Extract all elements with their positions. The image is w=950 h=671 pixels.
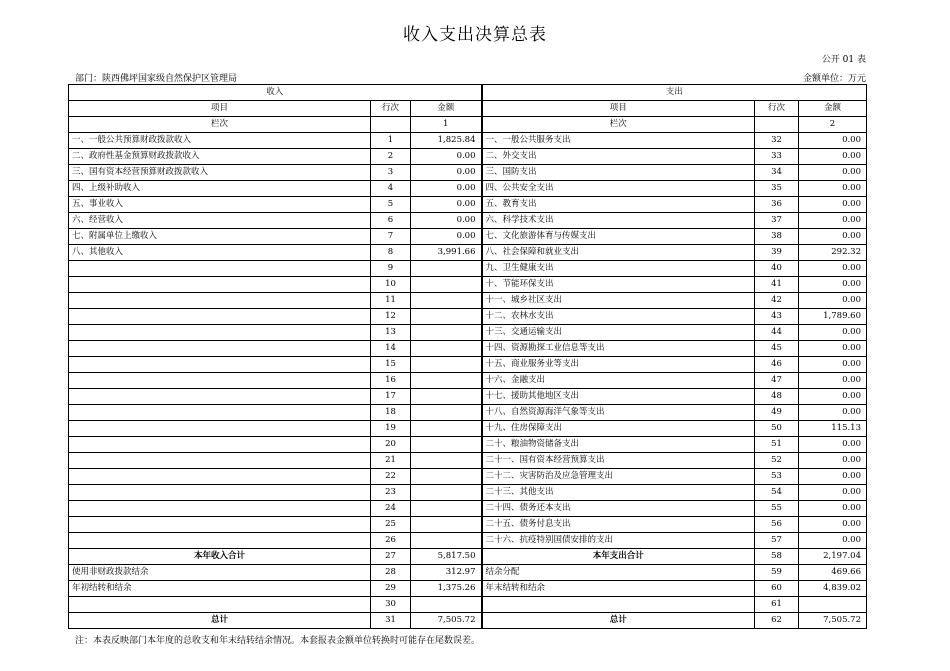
income-row-no-cell: 13 [371,325,411,341]
income-row-no-cell: 17 [371,389,411,405]
expense-row-no-cell: 42 [755,293,799,309]
income-item-cell [69,485,371,501]
expense-amount-cell: 0.00 [799,485,867,501]
income-amount-cell [411,421,482,437]
expense-item-cell: 十四、资源勘探工业信息等支出 [482,341,755,357]
expense-amount-cell: 0.00 [799,213,867,229]
expense-item-cell: 五、教育支出 [482,197,755,213]
income-row-no-cell: 11 [371,293,411,309]
income-amount-cell: 7,505.72 [411,613,482,629]
income-item-cell [69,373,371,389]
income-item-cell: 六、经营收入 [69,213,371,229]
table-row [69,501,867,517]
expense-row-no-cell: 41 [755,277,799,293]
income-item-cell: 三、国有资本经营预算财政拨款收入 [69,165,371,181]
income-item-cell [69,325,371,341]
income-amount-cell: 3,991.66 [411,245,482,261]
income-row-no-cell: 30 [371,597,411,613]
expense-amount-cell: 0.00 [799,325,867,341]
expense-amount-cell: 0.00 [799,533,867,549]
income-item-header: 项目 [69,101,371,117]
expense-item-cell: 十六、金融支出 [482,373,755,389]
table-row [69,581,867,597]
income-row-no-cell: 15 [371,357,411,373]
expense-amount-cell: 115.13 [799,421,867,437]
expense-item-cell: 二十六、抗疫特别国债安排的支出 [482,533,755,549]
income-item-cell: 年初结转和结余 [69,581,371,597]
expense-column-no-label: 栏次 [482,117,755,133]
income-amount-cell [411,437,482,453]
page-title: 收入支出决算总表 [403,25,547,45]
income-section-header: 收入 [69,85,482,101]
table-row [69,469,867,485]
header-row-column-numbers [69,117,867,133]
expense-row-no-cell: 57 [755,533,799,549]
table-row [69,565,867,581]
expense-item-cell: 二十、粮油物资储备支出 [482,437,755,453]
header-row-columns [69,101,867,117]
income-amount-cell: 0.00 [411,229,482,245]
table-row [69,277,867,293]
table-row [69,229,867,245]
income-item-cell: 二、政府性基金预算财政拨款收入 [69,149,371,165]
expense-row-no-cell: 52 [755,453,799,469]
income-amount-cell [411,277,482,293]
income-amount-cell: 0.00 [411,213,482,229]
income-row-no-cell: 7 [371,229,411,245]
income-row-no-cell: 22 [371,469,411,485]
expense-row-no-cell: 47 [755,373,799,389]
income-row-no-cell: 12 [371,309,411,325]
expense-amount-cell: 0.00 [799,437,867,453]
expense-row-no-cell: 61 [755,597,799,613]
table-row [69,485,867,501]
income-item-cell: 四、上级补助收入 [69,181,371,197]
table-row [69,213,867,229]
expense-row-no-cell: 43 [755,309,799,325]
expense-amount-cell: 0.00 [799,501,867,517]
income-item-cell [69,405,371,421]
table-row [69,325,867,341]
table-row [69,149,867,165]
income-row-no-cell: 31 [371,613,411,629]
expense-item-cell: 七、文化旅游体育与传媒支出 [482,229,755,245]
income-row-no-cell: 3 [371,165,411,181]
expense-amount-cell: 0.00 [799,277,867,293]
expense-item-cell: 结余分配 [482,565,755,581]
income-item-cell: 八、其他收入 [69,245,371,261]
table-row [69,533,867,549]
expense-row-no-cell: 60 [755,581,799,597]
table-row [69,133,867,149]
expense-amount-cell: 2,197.04 [799,549,867,565]
income-row-no-cell: 5 [371,197,411,213]
income-amount-cell [411,453,482,469]
income-item-cell [69,357,371,373]
income-item-cell [69,517,371,533]
empty-cell [371,117,411,133]
income-amount-cell [411,517,482,533]
header-row-sections [69,85,867,101]
expense-row-no-cell: 34 [755,165,799,181]
expense-item-cell: 六、科学技术支出 [482,213,755,229]
expense-item-cell: 十九、住房保障支出 [482,421,755,437]
income-amount-cell [411,357,482,373]
table-row [69,357,867,373]
expense-amount-cell: 0.00 [799,357,867,373]
form-number: 公开 01 表 [821,55,866,65]
table-row [69,181,867,197]
income-item-cell: 七、附属单位上缴收入 [69,229,371,245]
income-item-cell [69,389,371,405]
table-row [69,517,867,533]
income-item-cell [69,453,371,469]
expense-row-no-cell: 35 [755,181,799,197]
expense-row-no-cell: 44 [755,325,799,341]
expense-row-no-cell: 40 [755,261,799,277]
expense-row-no-cell: 38 [755,229,799,245]
income-row-no-cell: 16 [371,373,411,389]
expense-row-no-cell: 49 [755,405,799,421]
income-item-cell [69,341,371,357]
expense-amount-cell: 0.00 [799,181,867,197]
expense-row-no-cell: 62 [755,613,799,629]
income-amount-cell: 1,825.84 [411,133,482,149]
income-amount-cell [411,373,482,389]
income-item-cell: 本年收入合计 [69,549,371,565]
expense-amount-cell: 0.00 [799,197,867,213]
income-amount-cell [411,389,482,405]
expense-amount-cell: 0.00 [799,405,867,421]
income-amount-cell: 1,375.26 [411,581,482,597]
expense-item-cell: 十一、城乡社区支出 [482,293,755,309]
income-amount-cell: 0.00 [411,181,482,197]
income-amount-cell: 0.00 [411,197,482,213]
expense-item-cell [482,597,755,613]
income-row-no-cell: 20 [371,437,411,453]
income-item-cell: 一、一般公共预算财政拨款收入 [69,133,371,149]
income-row-no-cell: 28 [371,565,411,581]
expense-row-no-cell: 55 [755,501,799,517]
income-amount-cell: 5,817.50 [411,549,482,565]
expense-row-no-cell: 53 [755,469,799,485]
income-item-cell [69,469,371,485]
footnote: 注：本表反映部门本年度的总收支和年末结转结余情况。本套报表金额单位转换时可能存在尾数误差。 [75,636,481,646]
income-row-no-cell: 8 [371,245,411,261]
income-row-no-cell: 1 [371,133,411,149]
expense-row-no-cell: 36 [755,197,799,213]
expense-row-no-cell: 45 [755,341,799,357]
expense-item-cell: 十三、交通运输支出 [482,325,755,341]
income-row-no-cell: 14 [371,341,411,357]
summary-table [68,84,867,629]
expense-row-no-cell: 33 [755,149,799,165]
income-column-number: 1 [411,117,482,133]
income-amount-cell [411,293,482,309]
table-row [69,245,867,261]
expense-amount-cell: 1,789.60 [799,309,867,325]
income-amount-cell [411,261,482,277]
income-amount-cell [411,485,482,501]
expense-item-cell: 十八、自然资源海洋气象等支出 [482,405,755,421]
expense-column-number: 2 [799,117,867,133]
income-item-cell [69,309,371,325]
expense-item-cell: 一、一般公共服务支出 [482,133,755,149]
table-row [69,437,867,453]
expense-amount-cell: 7,505.72 [799,613,867,629]
expense-row-no-cell: 39 [755,245,799,261]
expense-amount-cell: 0.00 [799,341,867,357]
empty-cell [755,117,799,133]
expense-row-no-cell: 50 [755,421,799,437]
income-amount-cell [411,309,482,325]
income-row-no-cell: 10 [371,277,411,293]
expense-item-cell: 二十四、债务还本支出 [482,501,755,517]
income-item-cell [69,597,371,613]
income-row-no-cell: 4 [371,181,411,197]
expense-item-cell: 八、社会保障和就业支出 [482,245,755,261]
expense-amount-cell: 0.00 [799,261,867,277]
income-amount-cell [411,469,482,485]
income-row-no-cell: 23 [371,485,411,501]
expense-amount-cell: 0.00 [799,165,867,181]
income-amount-cell [411,501,482,517]
income-column-no-label: 栏次 [69,117,371,133]
department-label: 部门：陕西佛坪国家级自然保护区管理局 [75,74,238,84]
table-row [69,309,867,325]
expense-item-cell: 十、节能环保支出 [482,277,755,293]
expense-row-no-cell: 54 [755,485,799,501]
expense-amount-cell [799,597,867,613]
income-amount-cell [411,341,482,357]
income-row-no-cell: 9 [371,261,411,277]
income-row-no-cell: 6 [371,213,411,229]
expense-row-no-header: 行次 [755,101,799,117]
expense-row-no-cell: 46 [755,357,799,373]
expense-row-no-cell: 58 [755,549,799,565]
income-amount-cell [411,405,482,421]
expense-row-no-cell: 51 [755,437,799,453]
expense-row-no-cell: 59 [755,565,799,581]
expense-item-cell: 二十一、国有资本经营预算支出 [482,453,755,469]
table-row [69,549,867,565]
table-row [69,405,867,421]
expense-item-cell: 二、外交支出 [482,149,755,165]
income-item-cell [69,501,371,517]
income-amount-cell: 0.00 [411,149,482,165]
table-row [69,597,867,613]
expense-item-cell: 本年支出合计 [482,549,755,565]
expense-item-cell: 十七、援助其他地区支出 [482,389,755,405]
expense-amount-cell: 4,839.02 [799,581,867,597]
income-row-no-cell: 2 [371,149,411,165]
expense-item-cell: 二十三、其他支出 [482,485,755,501]
expense-row-no-cell: 48 [755,389,799,405]
income-item-cell [69,533,371,549]
income-row-no-header: 行次 [371,101,411,117]
expense-row-no-cell: 37 [755,213,799,229]
income-item-cell: 五、事业收入 [69,197,371,213]
expense-amount-cell: 0.00 [799,229,867,245]
income-row-no-cell: 26 [371,533,411,549]
income-row-no-cell: 24 [371,501,411,517]
expense-item-cell: 四、公共安全支出 [482,181,755,197]
table-row [69,261,867,277]
expense-amount-cell: 469.66 [799,565,867,581]
expense-section-header: 支出 [482,85,867,101]
income-item-cell [69,437,371,453]
table-row [69,453,867,469]
income-amount-cell [411,533,482,549]
income-item-cell [69,277,371,293]
expense-item-header: 项目 [482,101,755,117]
expense-item-cell: 年末结转和结余 [482,581,755,597]
income-row-no-cell: 18 [371,405,411,421]
expense-amount-cell: 0.00 [799,133,867,149]
table-row [69,373,867,389]
income-amount-cell: 312.97 [411,565,482,581]
income-item-cell: 使用非财政拨款结余 [69,565,371,581]
income-amount-cell [411,325,482,341]
income-row-no-cell: 25 [371,517,411,533]
income-item-cell [69,293,371,309]
income-item-cell [69,421,371,437]
income-row-no-cell: 29 [371,581,411,597]
expense-item-cell: 总计 [482,613,755,629]
table-row [69,389,867,405]
expense-amount-cell: 0.00 [799,469,867,485]
expense-amount-cell: 0.00 [799,373,867,389]
unit-label: 金额单位：万元 [802,74,866,84]
income-amount-cell [411,597,482,613]
expense-item-cell: 十二、农林水支出 [482,309,755,325]
expense-amount-cell: 0.00 [799,149,867,165]
expense-amount-cell: 0.00 [799,453,867,469]
table-row [69,341,867,357]
table-row [69,613,867,629]
table-row [69,421,867,437]
expense-amount-cell: 0.00 [799,517,867,533]
expense-item-cell: 九、卫生健康支出 [482,261,755,277]
expense-item-cell: 三、国防支出 [482,165,755,181]
income-amount-header: 金额 [411,101,482,117]
expense-amount-cell: 0.00 [799,293,867,309]
expense-row-no-cell: 56 [755,517,799,533]
income-item-cell: 总计 [69,613,371,629]
table-row [69,165,867,181]
table-row [69,197,867,213]
expense-item-cell: 十五、商业服务业等支出 [482,357,755,373]
table-row [69,293,867,309]
income-amount-cell: 0.00 [411,165,482,181]
expense-amount-header: 金额 [799,101,867,117]
expense-amount-cell: 0.00 [799,389,867,405]
expense-item-cell: 二十五、债务付息支出 [482,517,755,533]
expense-item-cell: 二十二、灾害防治及应急管理支出 [482,469,755,485]
income-item-cell [69,261,371,277]
income-row-no-cell: 19 [371,421,411,437]
expense-row-no-cell: 32 [755,133,799,149]
income-row-no-cell: 27 [371,549,411,565]
income-row-no-cell: 21 [371,453,411,469]
expense-amount-cell: 292.32 [799,245,867,261]
